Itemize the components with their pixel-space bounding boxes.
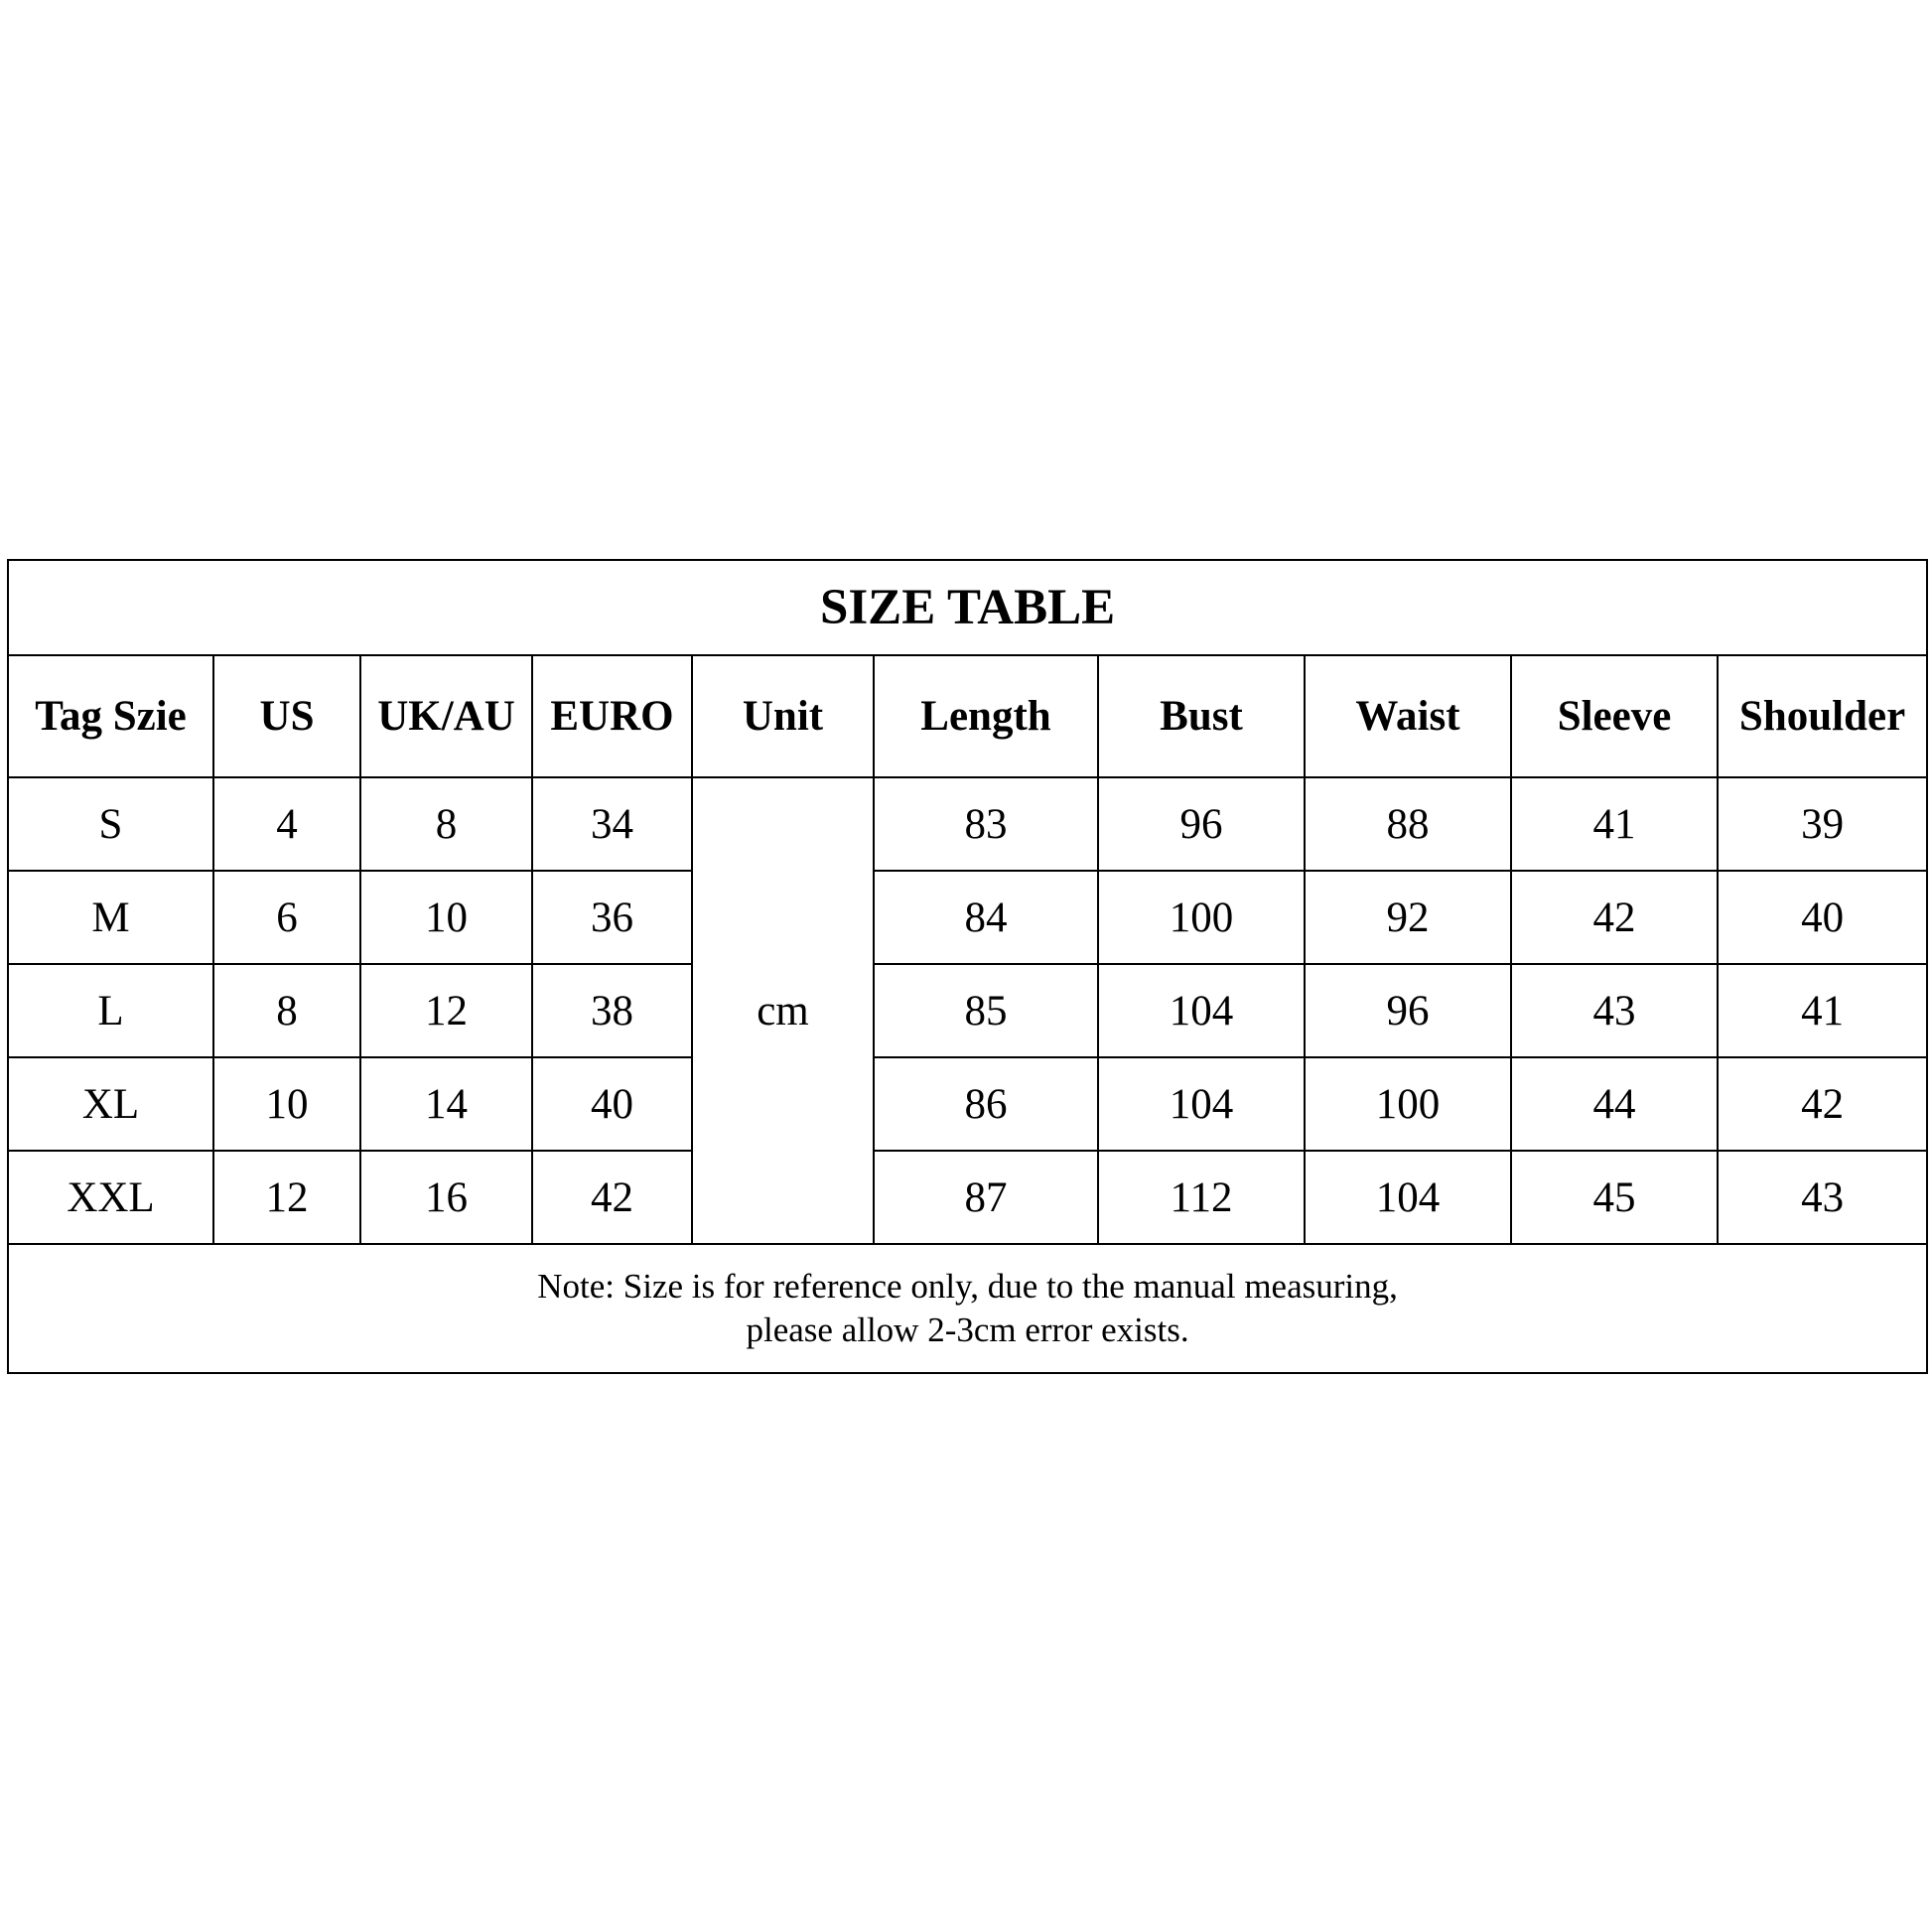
size-note: [8, 1244, 1927, 1373]
note-row: [8, 1244, 1927, 1373]
cell-waist: 100: [1305, 1057, 1511, 1151]
cell-euro: 36: [532, 871, 692, 964]
cell-tag-size: L: [8, 964, 213, 1057]
cell-us: 12: [213, 1151, 360, 1244]
cell-shoulder: 40: [1718, 871, 1927, 964]
cell-uk-au: 12: [360, 964, 532, 1057]
header-tag-size: Tag Szie: [8, 655, 213, 777]
cell-bust: 112: [1098, 1151, 1305, 1244]
cell-unit: cm: [692, 777, 874, 1244]
header-unit: Unit: [692, 655, 874, 777]
cell-tag-size: S: [8, 777, 213, 871]
cell-tag-size: XXL: [8, 1151, 213, 1244]
title-row: [8, 560, 1927, 655]
cell-uk-au: 10: [360, 871, 532, 964]
header-us: US: [213, 655, 360, 777]
cell-length: 86: [874, 1057, 1098, 1151]
cell-waist: 104: [1305, 1151, 1511, 1244]
cell-bust: 104: [1098, 1057, 1305, 1151]
table-row: [8, 964, 1927, 1057]
cell-uk-au: 16: [360, 1151, 532, 1244]
table-row: [8, 777, 1927, 871]
cell-sleeve: 43: [1511, 964, 1718, 1057]
cell-euro: 40: [532, 1057, 692, 1151]
cell-euro: 38: [532, 964, 692, 1057]
cell-sleeve: 44: [1511, 1057, 1718, 1151]
cell-shoulder: 39: [1718, 777, 1927, 871]
cell-tag-size: XL: [8, 1057, 213, 1151]
cell-length: 87: [874, 1151, 1098, 1244]
cell-shoulder: 43: [1718, 1151, 1927, 1244]
cell-bust: 104: [1098, 964, 1305, 1057]
cell-uk-au: 8: [360, 777, 532, 871]
cell-euro: 42: [532, 1151, 692, 1244]
table-title: SIZE TABLE: [8, 560, 1927, 655]
table-row: [8, 871, 1927, 964]
note-line-1: Note: Size is for reference only, due to the manual measuring,: [537, 1267, 1398, 1306]
cell-euro: 34: [532, 777, 692, 871]
header-waist: Waist: [1305, 655, 1511, 777]
cell-us: 6: [213, 871, 360, 964]
cell-shoulder: 42: [1718, 1057, 1927, 1151]
cell-shoulder: 41: [1718, 964, 1927, 1057]
cell-waist: 92: [1305, 871, 1511, 964]
cell-length: 83: [874, 777, 1098, 871]
header-row: [8, 655, 1927, 777]
cell-sleeve: 42: [1511, 871, 1718, 964]
cell-tag-size: M: [8, 871, 213, 964]
cell-length: 85: [874, 964, 1098, 1057]
cell-bust: 96: [1098, 777, 1305, 871]
header-uk-au: UK/AU: [360, 655, 532, 777]
header-bust: Bust: [1098, 655, 1305, 777]
cell-waist: 96: [1305, 964, 1511, 1057]
cell-us: 8: [213, 964, 360, 1057]
header-length: Length: [874, 655, 1098, 777]
header-shoulder: Shoulder: [1718, 655, 1927, 777]
cell-sleeve: 45: [1511, 1151, 1718, 1244]
table-row: [8, 1151, 1927, 1244]
cell-bust: 100: [1098, 871, 1305, 964]
header-euro: EURO: [532, 655, 692, 777]
note-line-2: please allow 2-3cm error exists.: [746, 1311, 1189, 1349]
cell-sleeve: 41: [1511, 777, 1718, 871]
cell-us: 10: [213, 1057, 360, 1151]
table-row: [8, 1057, 1927, 1151]
cell-uk-au: 14: [360, 1057, 532, 1151]
cell-waist: 88: [1305, 777, 1511, 871]
cell-us: 4: [213, 777, 360, 871]
header-sleeve: Sleeve: [1511, 655, 1718, 777]
size-table: [7, 559, 1928, 1374]
cell-length: 84: [874, 871, 1098, 964]
